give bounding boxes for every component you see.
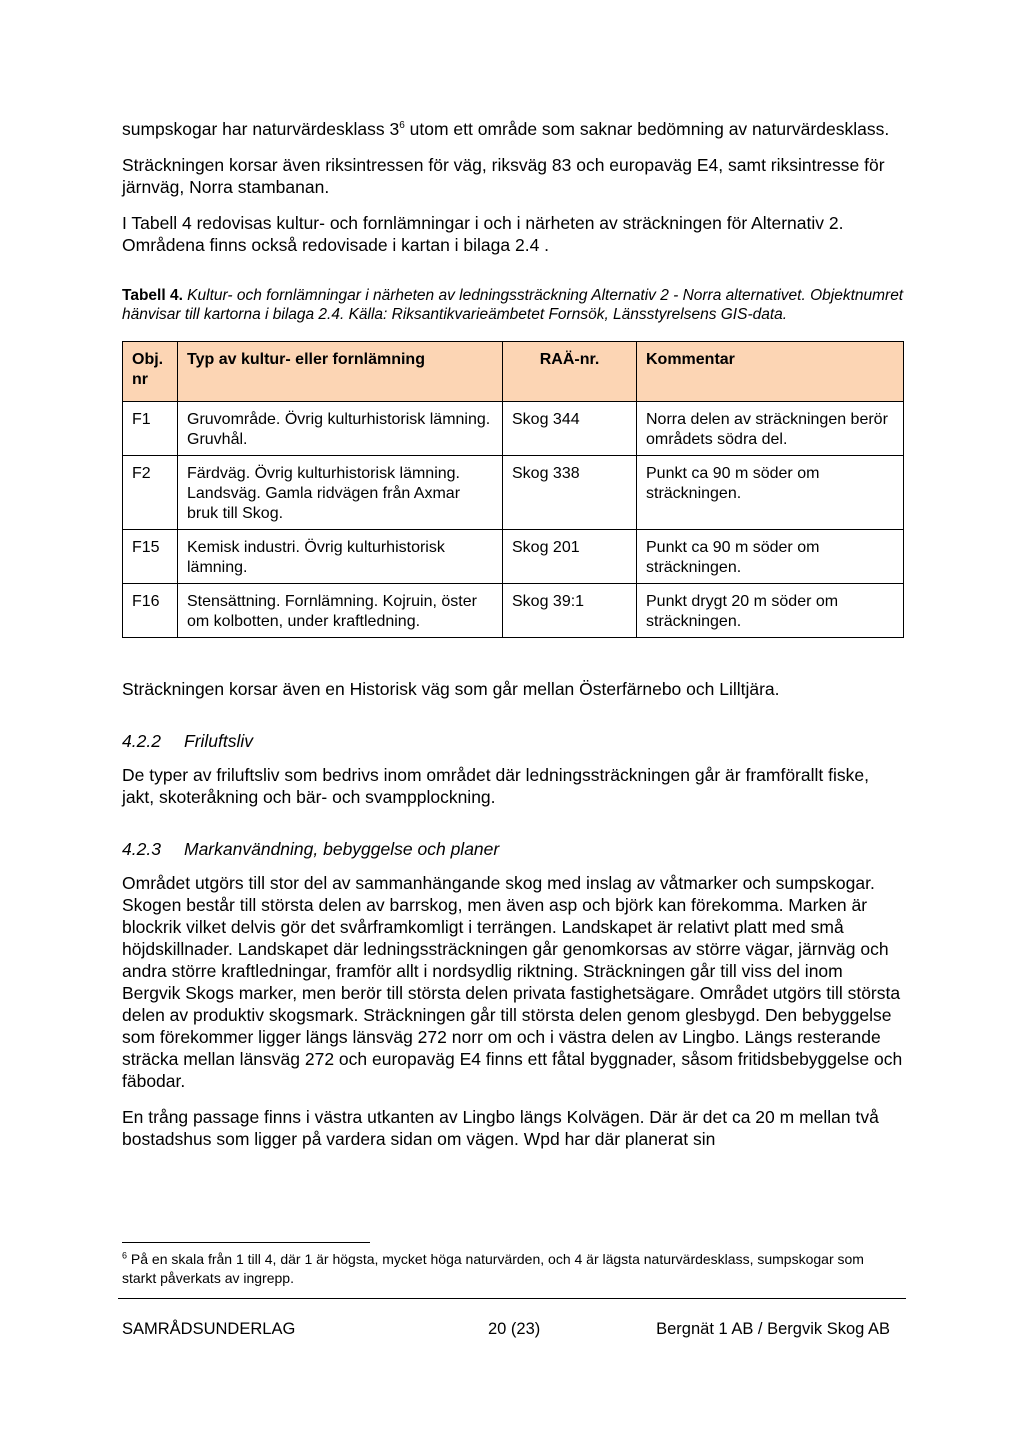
paragraph-text: utom ett område som saknar bedömning av naturvärdesklass. [404, 119, 890, 139]
cell-obj: F2 [123, 456, 178, 530]
cell-kommentar: Punkt ca 90 m söder om sträckningen. [637, 530, 904, 584]
paragraph-naturvardesklass [122, 118, 904, 140]
cell-typ: Färdväg. Övrig kulturhistorisk lämning. Landsväg. Gamla ridvägen från Axmar bruk till Skog. [178, 456, 503, 530]
footer-document-type: SAMRÅDSUNDERLAG [122, 1320, 296, 1338]
footer-page-number: 20 (23) [488, 1320, 541, 1338]
footer-separator [118, 1298, 906, 1299]
cell-typ: Stensättning. Fornlämning. Kojruin, öster om kolbotten, under kraftledning. [178, 584, 503, 638]
footnote-text: På en skala från 1 till 4, där 1 är högsta, mycket höga naturvärden, och 4 är lägsta naturvärdesklass, sumpskogar som starkt påverkats av ingrepp. [122, 1251, 864, 1286]
header-raa-nr: RAÄ-nr. [503, 342, 637, 402]
paragraph-tabell-intro: I Tabell 4 redovisas kultur- och fornlämningar i och i närheten av sträckningen för Alternativ 2. Områdena finns också redovisade i kartan i bilaga 2.4 . [122, 213, 844, 255]
cell-typ: Kemisk industri. Övrig kulturhistorisk lämning. [178, 530, 503, 584]
table-row [123, 456, 904, 530]
paragraph-historisk-vag: Sträckningen korsar även en Historisk väg som går mellan Österfärnebo och Lilltjära. [122, 679, 780, 699]
footnote-separator [122, 1242, 370, 1243]
table-header-row [123, 342, 904, 402]
paragraph-text: sumpskogar har naturvärdesklass 3 [122, 119, 400, 139]
heading-friluftsliv [122, 730, 904, 752]
cell-kommentar: Punkt drygt 20 m söder om sträckningen. [637, 584, 904, 638]
cell-obj: F16 [123, 584, 178, 638]
cell-obj: F1 [123, 402, 178, 456]
cell-raa: Skog 338 [503, 456, 637, 530]
heading-title: Friluftsliv [184, 731, 254, 751]
heading-title: Markanvändning, bebyggelse och planer [184, 839, 500, 859]
header-typ: Typ av kultur- eller fornlämning [178, 342, 503, 402]
header-kommentar: Kommentar [637, 342, 904, 402]
table-row [123, 530, 904, 584]
table-caption [122, 286, 904, 324]
cell-raa: Skog 39:1 [503, 584, 637, 638]
cell-typ: Gruvområde. Övrig kulturhistorisk lämning. Gruvhål. [178, 402, 503, 456]
document-page [122, 118, 904, 1150]
header-obj-nr: Obj. nr [123, 342, 178, 402]
page-footer [122, 1320, 890, 1342]
footnote-reference: 6 [399, 120, 405, 132]
paragraph-friluftsliv: De typer av friluftsliv som bedrivs inom området där ledningssträckningen går är framförallt fiske, jakt, skoteråkning och bär- och svampplockning. [122, 765, 869, 807]
paragraph-riksintressen: Sträckningen korsar även riksintressen för väg, riksväg 83 och europaväg E4, samt riksintresse för järnväg, Norra stambanan. [122, 155, 885, 197]
cell-raa: Skog 201 [503, 530, 637, 584]
table-caption-label: Tabell 4. [122, 287, 183, 304]
cell-raa: Skog 344 [503, 402, 637, 456]
footnote-marker: 6 [122, 1250, 128, 1261]
table-row [123, 584, 904, 638]
paragraph-markanvandning: Området utgörs till stor del av sammanhängande skog med inslag av våtmarker och sumpskogar. Skogen består till största delen av barrskog, men även asp och björk kan förekomma. Marken är blockrik vilket delvis gör det svårframkomligt i terrängen. Landskapet är relativt platt med små höjdskillnader. Landskapet där ledningssträckningen går genomkorsas av större vägar, järnväg och andra större kraftledningar, framför allt i nordsydlig riktning. Sträckningen går till viss del inom Bergvik Skogs marker, men berör till största delen privata fastighetsägare. Området utgörs till största delen av produktiv skogsmark. Sträckningen går till största delen genom glesbygd. Den bebyggelse som förekommer ligger längs länsväg 272 norr om och i västra delen av Lingbo. Längs resterande sträcka mellan länsväg 272 och europaväg E4 finns ett fåtal byggnader, såsom fritidsbebyggelse och fäbodar. [122, 873, 903, 1091]
heading-number: 4.2.3 [122, 839, 161, 859]
heading-markanvandning [122, 838, 904, 860]
cell-kommentar: Norra delen av sträckningen berör områdets södra del. [637, 402, 904, 456]
cell-kommentar: Punkt ca 90 m söder om sträckningen. [637, 456, 904, 530]
paragraph-trang-passage: En trång passage finns i västra utkanten av Lingbo längs Kolvägen. Där är det ca 20 m mellan två bostadshus som ligger på vardera sidan om vägen. Wpd har där planerat sin [122, 1107, 879, 1149]
table-row [123, 402, 904, 456]
footer-organization: Bergnät 1 AB / Bergvik Skog AB [656, 1320, 890, 1338]
cell-obj: F15 [123, 530, 178, 584]
fornlamningar-table [122, 341, 904, 638]
footnote [122, 1250, 882, 1288]
table-caption-text: Kultur- och fornlämningar i närheten av ledningssträckning Alternativ 2 - Norra alternativet. Objektnumret hänvisar till kartorna i bilaga 2.4. Källa: Riksantikvarieämbetet Fornsök, Länsstyrelsens GIS-data. [122, 287, 904, 323]
heading-number: 4.2.2 [122, 731, 161, 751]
